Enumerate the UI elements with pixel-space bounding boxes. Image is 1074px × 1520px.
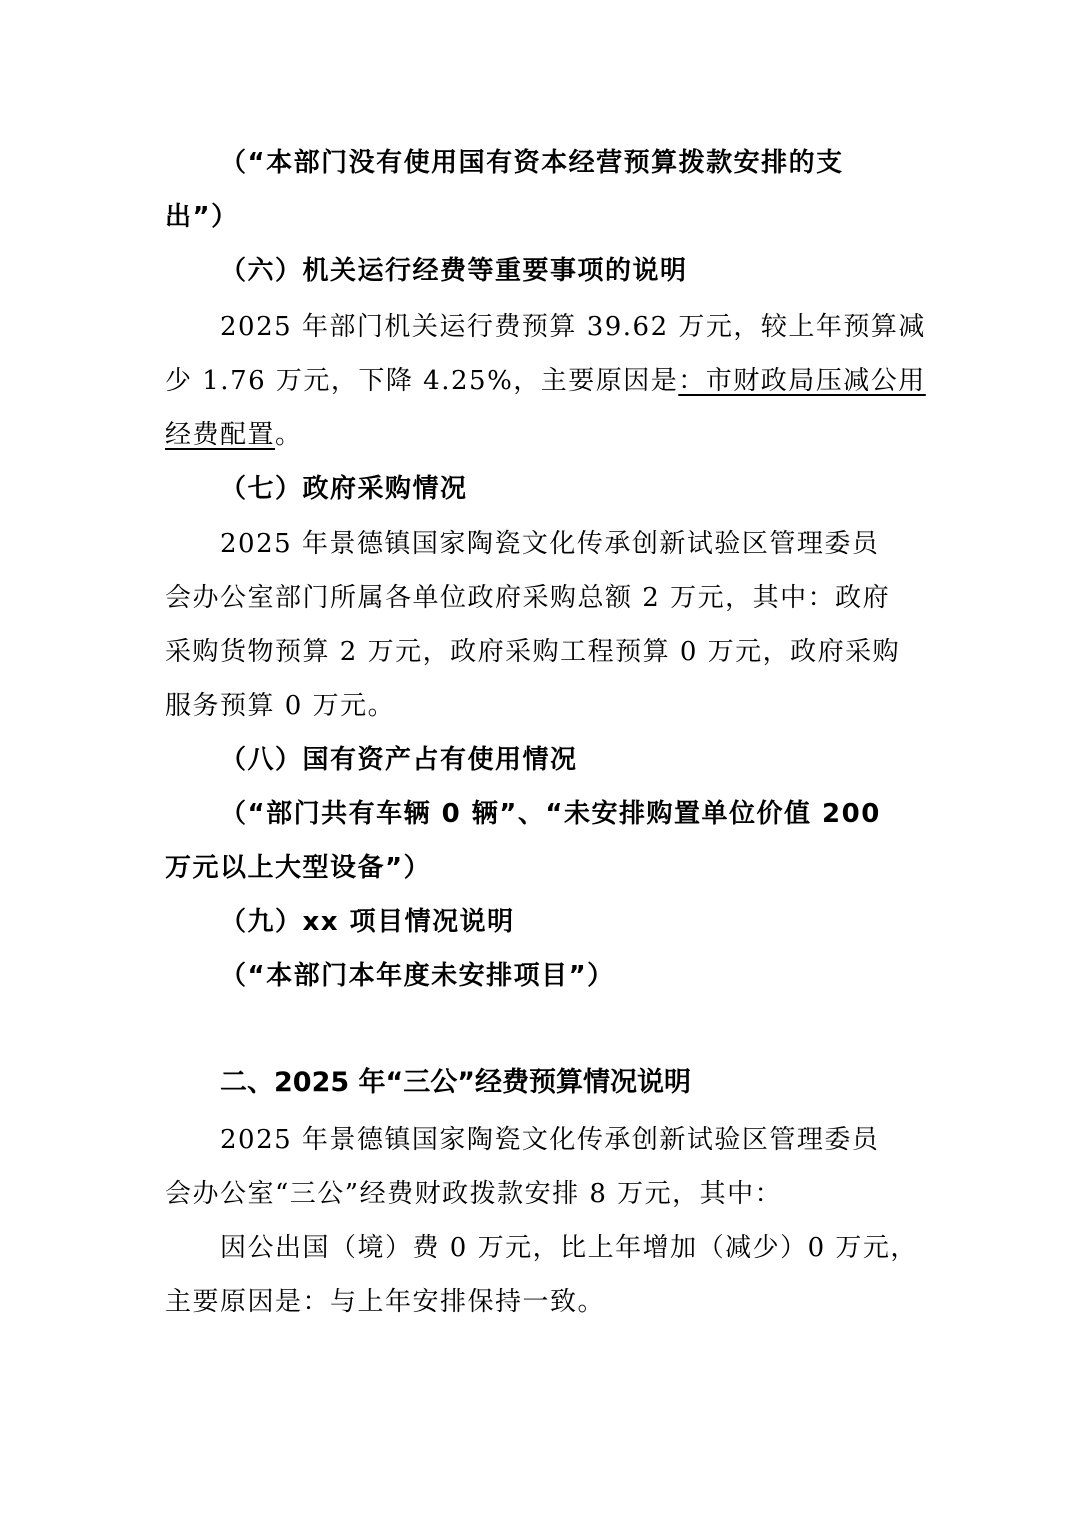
section-9-heading: （九）xx 项目情况说明 — [220, 907, 515, 937]
section-8-note-line-1: （“部门共有车辆 0 辆”、“未安排购置单位价值 200 — [220, 799, 881, 829]
section-7-paragraph-line-1: 2025 年景德镇国家陶瓷文化传承创新试验区管理委员 — [220, 529, 880, 559]
section-6-paragraph-line-3 — [165, 417, 925, 453]
part-2-paragraph-line-4: 主要原因是：与上年安排保持一致。 — [165, 1287, 606, 1317]
section-6-paragraph-line-1: 2025 年部门机关运行费预算 39.62 万元，较上年预算减 — [220, 312, 926, 342]
part-2-paragraph-line-1: 2025 年景德镇国家陶瓷文化传承创新试验区管理委员 — [220, 1125, 880, 1155]
part-2-heading: 二、2025 年“三公”经费预算情况说明 — [220, 1067, 692, 1098]
section-6-underlined-reason-end: 经费配置 — [165, 420, 276, 450]
part-2-paragraph-line-3: 因公出国（境）费 0 万元，比上年增加（减少）0 万元， — [220, 1233, 918, 1263]
part-2-paragraph-line-2: 会办公室“三公”经费财政拨款安排 8 万元，其中： — [165, 1179, 783, 1209]
section-9-note: （“本部门本年度未安排项目”） — [220, 961, 615, 991]
section-6-text: 少 1.76 万元，下降 4.25%，主要原因是 — [165, 366, 679, 396]
section-8-note-line-2: 万元以上大型设备”） — [165, 853, 432, 883]
section-6-heading: （六）机关运行经费等重要事项的说明 — [220, 256, 688, 286]
section-6-period: 。 — [275, 420, 303, 450]
state-capital-note-line-2: 出”） — [165, 202, 239, 232]
section-7-heading: （七）政府采购情况 — [220, 474, 468, 504]
section-7-paragraph-line-2: 会办公室部门所属各单位政府采购总额 2 万元，其中：政府 — [165, 583, 891, 613]
section-6-underlined-reason: ：市财政局压减公用 — [678, 366, 926, 396]
section-7-paragraph-line-4: 服务预算 0 万元。 — [165, 691, 396, 721]
state-capital-note-line-1: （“本部门没有使用国有资本经营预算拨款安排的支 — [220, 148, 844, 178]
section-8-heading: （八）国有资产占有使用情况 — [220, 745, 578, 775]
section-6-paragraph-line-2 — [165, 363, 925, 399]
section-7-paragraph-line-3: 采购货物预算 2 万元，政府采购工程预算 0 万元，政府采购 — [165, 637, 901, 667]
